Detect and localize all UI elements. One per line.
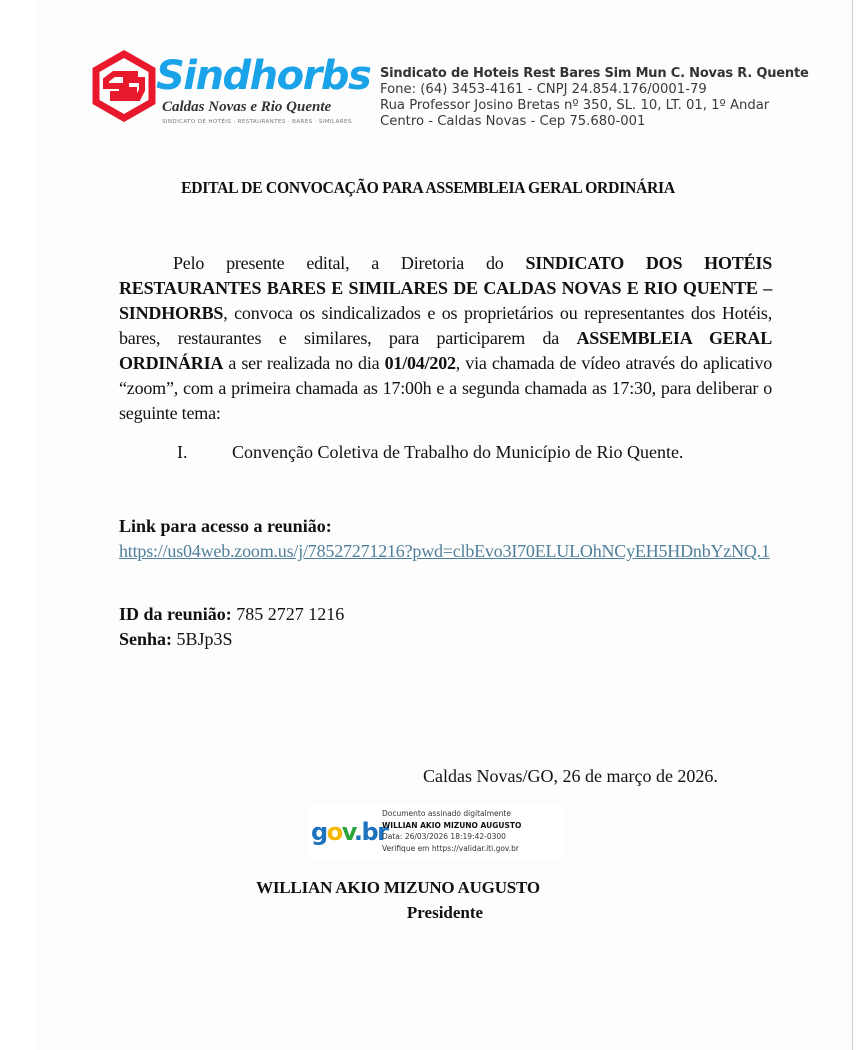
meeting-password xyxy=(119,627,233,652)
body-text-4: , via chamada de vídeo através do aplicativo “zoom”, com a primeira chamada as 17:00h e a segunda chamada as 17:30, para deliberar o seguinte tema: xyxy=(119,353,772,423)
place-date: Caldas Novas/GO, 26 de março de 2026. xyxy=(423,766,718,786)
body-text-2: , convoca os sindicalizados e os proprietários ou representantes dos Hotéis, bares, restaurantes e similares, para participarem da xyxy=(119,303,772,348)
organization-address: Rua Professor Josino Bretas nº 350, SL. 10, LT. 01, 1º Andar xyxy=(380,98,770,113)
digital-signature-stamp xyxy=(308,804,563,860)
meeting-password-value: 5BJp3S xyxy=(172,629,233,649)
sindhorbs-logo xyxy=(92,50,371,130)
page-edge-divider xyxy=(852,0,853,1050)
organization-phone-cnpj: Fone: (64) 3453-4161 - CNPJ 24.854.176/0001-79 xyxy=(380,82,707,97)
logo-subtitle: Caldas Novas e Rio Quente xyxy=(162,99,332,115)
organization-city-cep: Centro - Caldas Novas - Cep 75.680-001 xyxy=(380,114,646,129)
stamp-date: Data: 26/03/2026 18:19:42-0300 xyxy=(382,832,506,841)
meeting-id-value: 785 2727 1216 xyxy=(231,604,345,624)
signer-name: WILLIAN AKIO MIZUNO AUGUSTO xyxy=(256,878,540,897)
meeting-password-label: Senha: xyxy=(119,629,173,649)
logo-wordmark: Sindhorbs xyxy=(156,53,371,99)
stamp-signer: WILLIAN AKIO MIZUNO AUGUSTO xyxy=(382,820,522,830)
agenda-item xyxy=(177,440,683,465)
assembly-date: 01/04/202 xyxy=(384,353,456,373)
agenda-item-text: Convenção Coletiva de Trabalho do Município de Rio Quente. xyxy=(232,442,684,462)
agenda-item-number: I. xyxy=(177,442,188,462)
organization-name: Sindicato de Hoteis Rest Bares Sim Mun C. Novas R. Quente xyxy=(380,66,809,81)
body-text-3: a ser realizada no dia xyxy=(223,353,385,373)
meeting-link-label: Link para acesso a reunião: xyxy=(119,516,332,536)
meeting-link[interactable]: https://us04web.zoom.us/j/78527271216?pwd=clbEvo3I70ELULOhNCyEH5HDnbYzNQ.1 xyxy=(119,541,770,561)
convocation-paragraph xyxy=(119,251,772,426)
signer-role: Presidente xyxy=(406,903,484,922)
meeting-id-label: ID da reunião: xyxy=(119,604,232,624)
stamp-text xyxy=(382,808,521,854)
union-name: SINDICATO DOS HOTÉIS RESTAURANTES BARES E SIMILARES DE CALDAS NOVAS E RIO QUENTE – SINDHORBS xyxy=(119,253,773,323)
logo-tagline: SINDICATO DE HOTÉIS · RESTAURANTES · BARES · SIMILARES xyxy=(162,119,352,125)
stamp-verify: Verifique em https://validar.iti.gov.br xyxy=(382,843,520,853)
assembly-name: ASSEMBLEIA GERAL ORDINÁRIA xyxy=(119,328,772,373)
govbr-logo-icon: gov.br xyxy=(311,818,388,846)
meeting-id xyxy=(119,602,344,627)
stamp-heading: Documento assinado digitalmente xyxy=(382,809,511,818)
body-text-1: Pelo presente edital, a Diretoria do xyxy=(173,253,526,273)
document-title: EDITAL DE CONVOCAÇÃO PARA ASSEMBLEIA GERAL ORDINÁRIA xyxy=(181,178,675,197)
organization-info xyxy=(380,66,820,130)
hexagon-s-emblem-icon xyxy=(92,50,156,122)
